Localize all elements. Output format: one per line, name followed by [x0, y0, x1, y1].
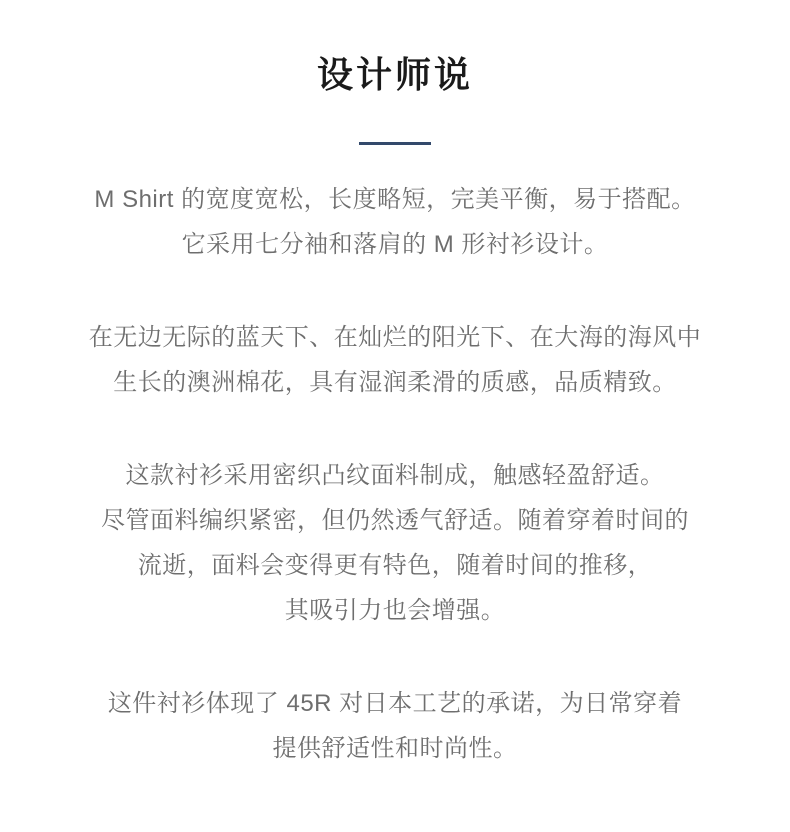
text-line: 其吸引力也会增强。 [284, 597, 506, 624]
text-line: M Shirt 的宽度宽松，长度略短，完美平衡，易于搭配。 [94, 186, 696, 213]
page-title: 设计师说 [316, 54, 473, 95]
text-line: 它采用七分袖和落肩的 M 形衬衫设计。 [181, 231, 609, 258]
description-body [0, 177, 790, 771]
text-line: 提供舒适性和时尚性。 [272, 735, 518, 762]
text-line: 流逝，面料会变得更有特色，随着时间的推移， [137, 552, 653, 579]
text-line: 这件衬衫体现了 45R 对日本工艺的承诺，为日常穿着 [107, 690, 683, 717]
text-line: 尽管面料编织紧密，但仍然透气舒适。随着穿着时间的 [101, 507, 689, 534]
paragraph [0, 315, 790, 405]
paragraph [0, 177, 790, 267]
title-divider [359, 142, 431, 145]
text-line: 生长的澳洲棉花，具有湿润柔滑的质感，品质精致。 [113, 369, 677, 396]
paragraph [0, 453, 790, 633]
text-line: 这款衬衫采用密织凸纹面料制成，触感轻盈舒适。 [125, 462, 665, 489]
paragraph [0, 681, 790, 771]
text-line: 在无边无际的蓝天下、在灿烂的阳光下、在大海的海风中 [88, 324, 702, 351]
